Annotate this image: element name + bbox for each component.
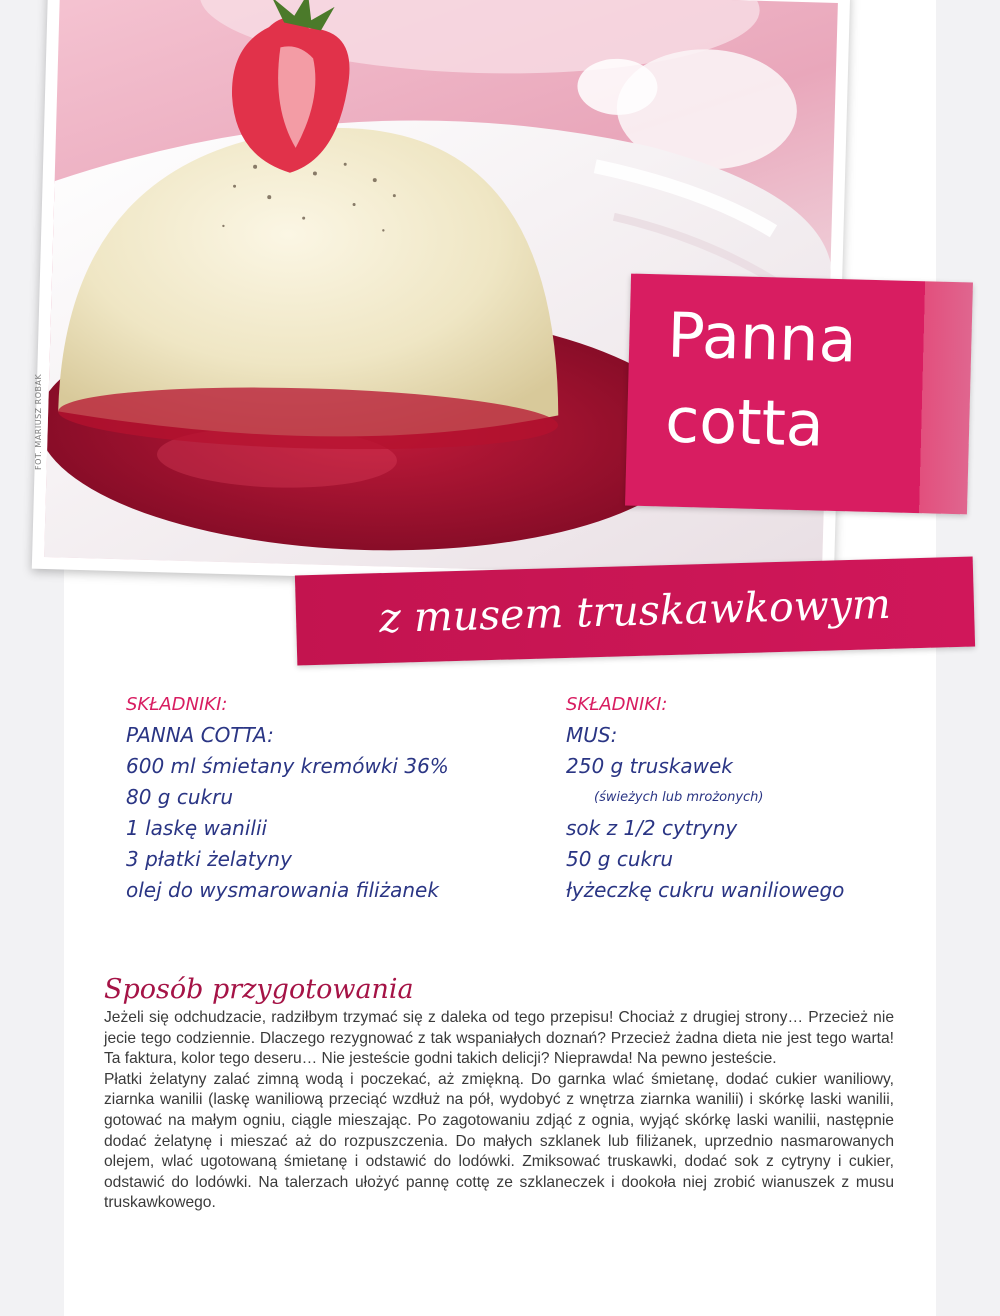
ingredient-item: sok z 1/2 cytryny xyxy=(566,816,738,840)
ingredient-item: 600 ml śmietany kremówki 36% xyxy=(126,754,449,778)
method-paragraph-intro: Jeżeli się odchudzacie, radziłbym trzymać się z daleka od tego przepisu! Chociaż z drugiej strony… Przecież nie jecie tego codziennie. Dlaczego rezygnować z tak wspaniałych doznań? Przecież żadna dieta nie jest tego warta! Ta faktura, kolor tego deseru… Nie jesteście godni takich delicji? Nieprawda! Na pewno jesteście. xyxy=(104,1009,894,1068)
ingredient-item: 80 g cukru xyxy=(126,785,234,809)
ingredients-heading: SKŁADNIKI: xyxy=(566,694,668,715)
method-paragraph-steps: Płatki żelatyny zalać zimną wodą i poczekać, aż zmiękną. Do garnka wlać śmietanę, dodać cukier waniliowy, ziarnka wanilii (laskę waniliową przeciąć wzdłuż na pół, wydobyć z wnętrza ziarnka wanilii) i skórkę laski wanilii, gotować na małym ogniu, ciągle mieszając. Po zagotowaniu zdjąć z ognia, wyjąć skórkę laski wanilii, następnie dodać żelatynę i mieszać aż do rozpuszczenia. Do małych szklanek lub filiżanek, uprzednio nasmarowanych olejem, wlać ugotowaną śmietanę i odstawić do lodówki. Zmiksować truskawki, dodać sok z cytryny i cukier, odstawić do lodówki. Na talerzach ułożyć pannę cottę ze szklaneczek i dookoła niej zrobić wianuszek z musu truskawkowego. xyxy=(104,1070,894,1212)
ingredients-panna-cotta xyxy=(126,690,449,906)
title-line-1: Panna xyxy=(666,298,858,377)
ingredient-item: łyżeczkę cukru waniliowego xyxy=(566,878,845,902)
ingredients-group: PANNA COTTA: xyxy=(126,723,274,747)
title-line-2: cotta xyxy=(664,383,825,461)
ingredient-item: 1 laskę wanilii xyxy=(126,816,268,840)
ingredient-note: (świeżych lub mrożonych) xyxy=(594,790,764,805)
ingredient-item: 250 g truskawek xyxy=(566,754,733,778)
subtitle: z musem truskawkowym xyxy=(378,579,892,643)
method-title: Sposób przygotowania xyxy=(104,974,414,1005)
photo-credit: FOT. MARIUSZ ROBAK xyxy=(34,373,43,470)
ingredient-item: 3 płatki żelatyny xyxy=(126,847,292,871)
subtitle-box xyxy=(295,557,975,666)
method-text xyxy=(104,1008,894,1214)
ingredient-item: 50 g cukru xyxy=(566,847,674,871)
ingredients-mus xyxy=(566,690,844,906)
title-box xyxy=(625,274,973,515)
ingredient-item: olej do wysmarowania filiżanek xyxy=(126,878,439,902)
ingredients-heading: SKŁADNIKI: xyxy=(126,694,228,715)
ingredients-group: MUS: xyxy=(566,723,618,747)
